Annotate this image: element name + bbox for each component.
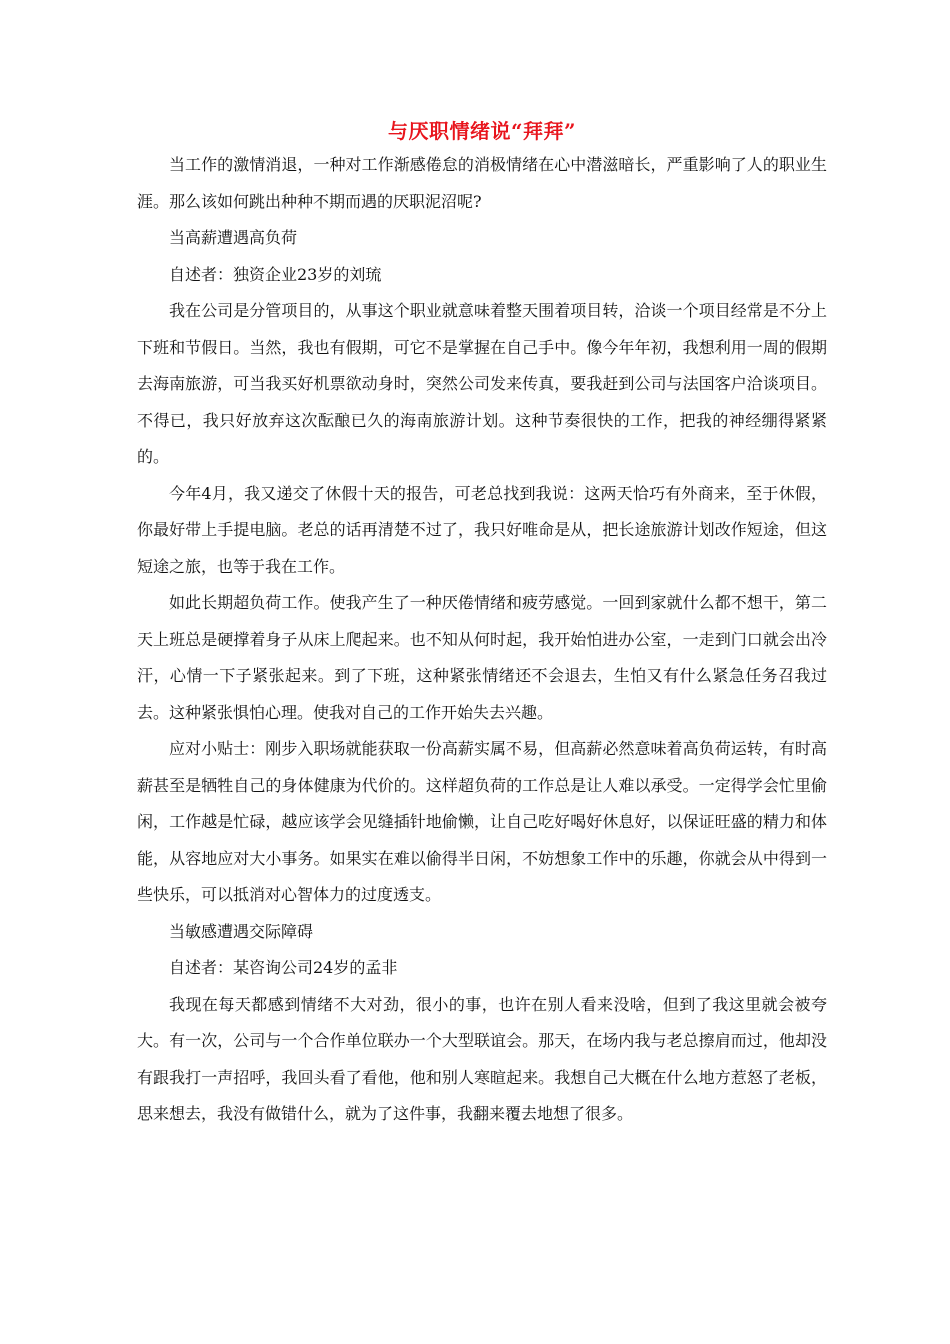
narrator-line-meng: 自述者：某咨询公司24岁的孟非 <box>169 958 398 977</box>
section-heading-high-salary: 当高薪遭遇高负荷 <box>169 228 298 247</box>
intro-paragraph: 当工作的激情消退，一种对工作渐感倦怠的消极情绪在心中潜滋暗长，严重影响了人的职业生涯。那么该如何跳出种种不期而遇的厌职泥沼呢? <box>137 155 827 211</box>
body-paragraph: 今年4月，我又递交了休假十天的报告，可老总找到我说：这两天恰巧有外商来，至于休假，你最好带上手提电脑。老总的话再清楚不过了，我只好唯命是从，把长途旅游计划改作短途，但这短途之旅，也等于我在工作。 <box>137 483 827 576</box>
document-title: 与厌职情绪说“拜拜” <box>387 119 576 143</box>
body-paragraph: 我在公司是分管项目的，从事这个职业就意味着整天围着项目转，洽谈一个项目经常是不分上下班和节假日。当然，我也有假期，可它不是掌握在自己手中。像今年年初，我想利用一周的假期去海南旅游，可当我买好机票欲动身时，突然公司发来传真，要我赶到公司与法国客户洽谈项目。不得已，我只好放弃这次酝酿已久的海南旅游计划。这种节奏很快的工作，把我的神经绷得紧紧的。 <box>137 301 827 466</box>
narrator-line-liu: 自述者：独资企业23岁的刘琉 <box>169 264 382 284</box>
document-page <box>137 115 827 1133</box>
section-heading-sensitivity: 当敏感遭遇交际障碍 <box>169 921 314 941</box>
body-paragraph: 我现在每天都感到情绪不大对劲，很小的事，也许在别人看来没啥，但到了我这里就会被夸大。有一次，公司与一个合作单位联办一个大型联谊会。那天，在场内我与老总擦肩而过，他却没有跟我打一声招呼，我回头看了看他，他和别人寒暄起来。我想自己大概在什么地方惹怒了老板，思来想去，我没有做错什么，就为了这件事，我翻来覆去地想了很多。 <box>137 994 827 1123</box>
body-paragraph: 如此长期超负荷工作。使我产生了一种厌倦情绪和疲劳感觉。一回到家就什么都不想干，第二天上班总是硬撑着身子从床上爬起来。也不知从何时起，我开始怕进办公室，一走到门口就会出冷汗，心情一下子紧张起来。到了下班，这种紧张情绪还不会退去，生怕又有什么紧急任务召我过去。这种紧张惧怕心理。使我对自己的工作开始失去兴趣。 <box>137 593 827 722</box>
tips-paragraph: 应对小贴士：刚步入职场就能获取一份高薪实属不易，但高薪必然意味着高负荷运转，有时高薪甚至是牺牲自己的身体健康为代价的。这样超负荷的工作总是让人难以承受。一定得学会忙里偷闲，工作越是忙碌，越应该学会见缝插针地偷懒，让自己吃好喝好休息好，以保证旺盛的精力和体能，从容地应对大小事务。如果实在难以偷得半日闲，不妨想象工作中的乐趣，你就会从中得到一些快乐，可以抵消对心智体力的过度透支。 <box>137 739 827 904</box>
